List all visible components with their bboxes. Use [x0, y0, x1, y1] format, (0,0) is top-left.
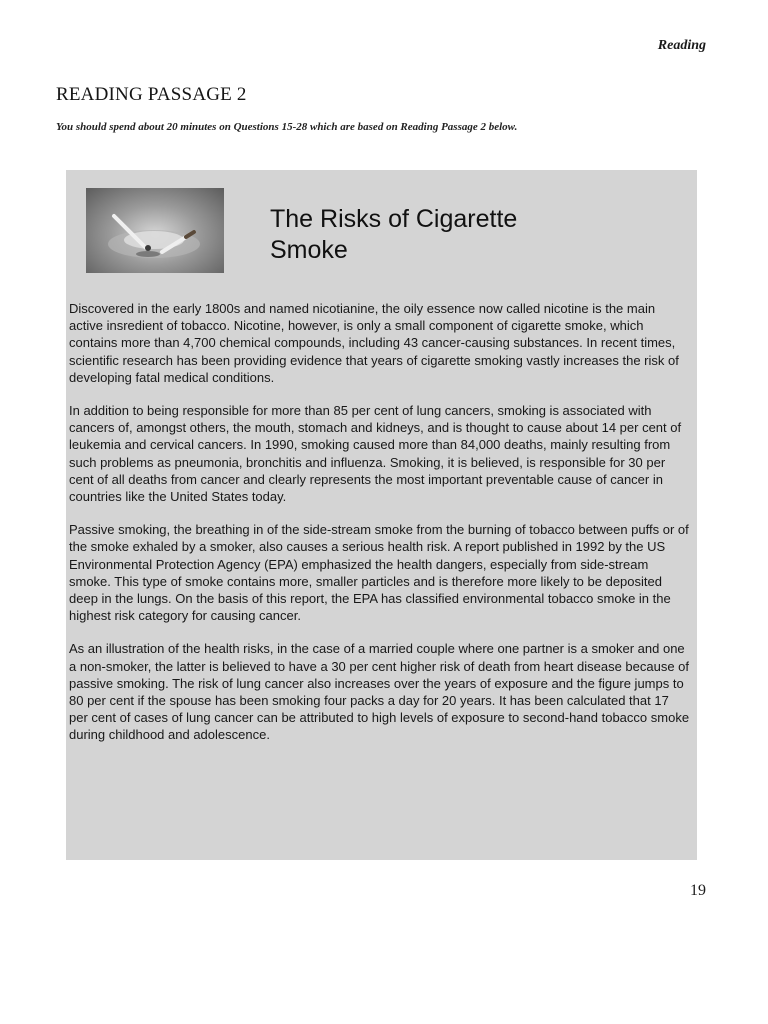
passage-body [69, 300, 691, 760]
passage-box [66, 170, 697, 860]
paragraph-4: As an illustration of the health risks, in the case of a married couple where one partner is a smoker and one a non-smoker, the latter is believed to have a 30 per cent higher risk of death from heart disease because of passive smoking. The risk of lung cancer also increases over the years of exposure and the figure jumps to 80 per cent if the spouse has been smoking four packs a day for 20 years. It has been calculated that 17 per cent of cases of lung cancer can be attributed to high levels of exposure to second-hand tobacco smoke during childhood and adolescence. [69, 641, 690, 743]
passage-title [270, 204, 630, 266]
paragraph-2: In addition to being responsible for more than 85 per cent of lung cancers, smoking is associated with cancers of, amongst others, the mouth, stomach and kidneys, and is thought to cause about 14 per cent of leukemia and cervical cancers. In 1990, smoking caused more than 84,000 deaths, mainly resulting from such problems as pneumonia, bronchitis and influenza. Smoking, it is believed, is responsible for 30 per cent of all deaths from cancer and clearly represents the most important preventable cause of cancer in countries like the United States today. [69, 403, 682, 505]
paragraph-1: Discovered in the early 1800s and named nicotianine, the oily essence now called nicotine is the main active insredient of tobacco. Nicotine, however, is only a small component of cigarette smoke, which contains more than 4,700 chemical compounds, including 43 cancer-causing substances. In recent times, scientific research has been providing evidence that years of cigarette smoking vastly increases the risk of developing fatal medical conditions. [69, 301, 679, 385]
passage-title-line-2: Smoke [270, 236, 348, 264]
passage-title-line-1: The Risks of Cigarette [270, 205, 518, 233]
page-number: 19 [690, 882, 706, 899]
running-header: Reading [657, 38, 706, 53]
instruction-text: You should spend about 20 minutes on Questions 15-28 which are based on Reading Passage 2 below. [56, 121, 518, 133]
passage-heading: READING PASSAGE 2 [56, 84, 247, 105]
ashtray-cigarette-photo [86, 188, 224, 273]
paragraph-3: Passive smoking, the breathing in of the side-stream smoke from the burning of tobacco between puffs or of the smoke exhaled by a smoker, also causes a serious health risk. A report published in 1992 by the US Environmental Protection Agency (EPA) emphasized the health dangers, especially from side-stream smoke. This type of smoke contains more, smaller particles and is therefore more likely to be deposited deep in the lungs. On the basis of this report, the EPA has classified environmental tobacco smoke in the highest risk category for causing cancer. [69, 522, 689, 624]
